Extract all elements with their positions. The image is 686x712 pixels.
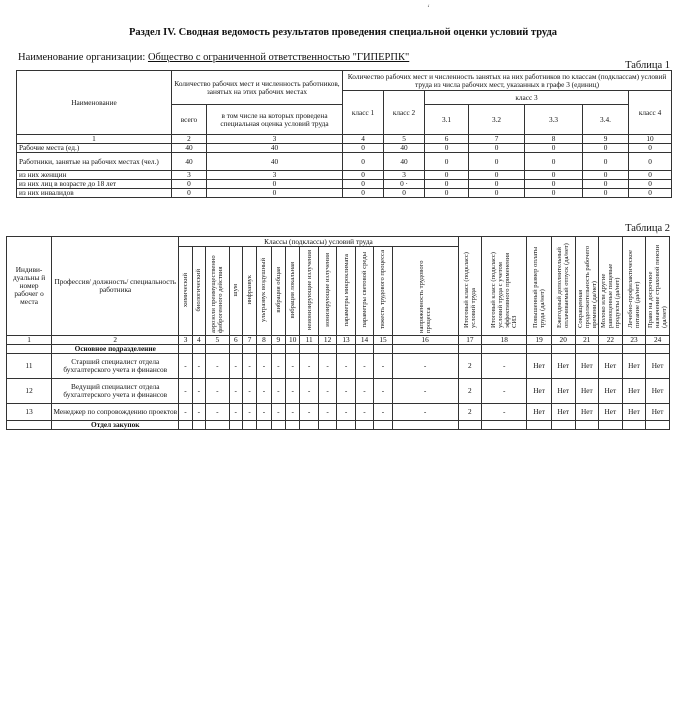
t2-header-factor — [206, 247, 230, 336]
cell-value: - — [206, 354, 230, 379]
section-empty — [599, 345, 623, 354]
t2-header-factor — [286, 247, 300, 336]
workplace-table — [6, 236, 670, 430]
cell-value: - — [192, 404, 205, 421]
t2-header-factor — [229, 247, 242, 336]
cell-value: 0 — [207, 189, 343, 198]
cell-value: - — [206, 404, 230, 421]
t2-header-factor — [192, 247, 205, 336]
cell-value: 40 — [172, 144, 207, 153]
section-empty — [300, 421, 318, 430]
cell-value: - — [271, 354, 285, 379]
cell-value: - — [206, 379, 230, 404]
section-empty — [318, 421, 336, 430]
section-empty — [527, 345, 552, 354]
section-empty — [242, 421, 256, 430]
t2-header-factor — [374, 247, 392, 336]
t1-header-total: всего — [172, 105, 207, 135]
t1-header-3-2: 3.2 — [469, 105, 525, 135]
t2-header-profession: Профессия/ должность/ специальность работника — [52, 237, 179, 336]
section-empty — [257, 345, 271, 354]
cell-value: - — [318, 379, 336, 404]
cell-value: 0 — [172, 189, 207, 198]
cell-value: - — [300, 404, 318, 421]
t1-num: 6 — [425, 135, 469, 144]
t1-header-3-3: 3.3 — [525, 105, 583, 135]
cell-value: Нет — [646, 354, 670, 379]
cell-value: - — [482, 404, 527, 421]
section-name: Основное подразделение — [52, 345, 179, 354]
cell-value: 0 — [425, 171, 469, 180]
cell-value: - — [286, 404, 300, 421]
t2-factor-label: биологический — [195, 268, 203, 312]
cell-value: 0 — [469, 189, 525, 198]
section-empty — [242, 345, 256, 354]
cell-value: - — [355, 404, 373, 421]
section-empty — [458, 421, 482, 430]
row-label: из них инвалидов — [17, 189, 172, 198]
t1-num: 8 — [525, 135, 583, 144]
cell-value: Нет — [551, 354, 575, 379]
cell-value: - — [482, 354, 527, 379]
section-empty — [179, 421, 192, 430]
section-empty — [599, 421, 623, 430]
cell-value: - — [257, 354, 271, 379]
cell-value: 0 — [629, 153, 672, 171]
section-empty — [575, 345, 599, 354]
t2-header-extra — [599, 237, 623, 336]
cell-value: - — [229, 354, 242, 379]
cell-value: - — [318, 354, 336, 379]
table-row — [17, 153, 672, 171]
cell-value: Нет — [551, 404, 575, 421]
cell-value: 0 — [525, 153, 583, 171]
cell-value: 0 · — [384, 180, 425, 189]
t2-num: 21 — [575, 336, 599, 345]
row-label: Работники, занятые на рабочих местах (чел.) — [17, 153, 172, 171]
section-row — [7, 421, 670, 430]
cell-value: - — [229, 404, 242, 421]
section-empty — [192, 421, 205, 430]
scan-mark: ʻ — [427, 3, 430, 13]
cell-value: - — [242, 404, 256, 421]
section-empty — [337, 421, 355, 430]
section-empty — [300, 345, 318, 354]
cell-value: Нет — [599, 404, 623, 421]
cell-value: - — [257, 379, 271, 404]
cell-value: - — [179, 379, 192, 404]
cell-value: 0 — [425, 144, 469, 153]
t1-header-class1: класс 1 — [343, 91, 384, 135]
t1-header-count: Количество рабочих мест и численность работников, занятых на этих рабочих местах — [172, 71, 343, 105]
cell-value: 3 — [207, 171, 343, 180]
cell-value: - — [257, 404, 271, 421]
section-row — [7, 345, 670, 354]
cell-value: Нет — [622, 354, 646, 379]
cell-value: 40 — [207, 153, 343, 171]
t2-header-extra — [551, 237, 575, 336]
cell-value: - — [300, 379, 318, 404]
cell-value: Нет — [646, 404, 670, 421]
section-empty — [355, 421, 373, 430]
t2-extra-label: Ежегодный дополнительный оплачиваемый отпуск (да/нет) — [556, 243, 571, 328]
cell-value: - — [374, 379, 392, 404]
t2-factor-label: ионизирующие излучения — [324, 253, 332, 327]
t2-header-extra — [482, 237, 527, 336]
cell-value: 0 — [425, 180, 469, 189]
cell-value: 3 — [172, 171, 207, 180]
t2-header-factor — [271, 247, 285, 336]
t1-num: 1 — [17, 135, 172, 144]
table-row — [7, 379, 670, 404]
cell-value: 40 — [172, 153, 207, 171]
cell-value: 0 — [525, 171, 583, 180]
cell-value: - — [337, 354, 355, 379]
t2-num: 10 — [286, 336, 300, 345]
workplace-id: 12 — [7, 379, 52, 404]
row-label: из них женщин — [17, 171, 172, 180]
table2-caption: Таблица 2 — [625, 223, 670, 234]
cell-value: Нет — [599, 354, 623, 379]
cell-value: - — [374, 404, 392, 421]
cell-value: - — [192, 379, 205, 404]
cell-value: 0 — [425, 153, 469, 171]
t2-num: 9 — [271, 336, 285, 345]
section-empty — [374, 345, 392, 354]
section-empty — [482, 421, 527, 430]
cell-value: 2 — [458, 404, 482, 421]
cell-value: - — [192, 354, 205, 379]
t2-header-factor — [392, 247, 458, 336]
t2-header-extra — [527, 237, 552, 336]
cell-value: - — [271, 404, 285, 421]
cell-value: 0 — [583, 180, 629, 189]
t2-factor-label: вибрация локальная — [289, 261, 297, 319]
t2-header-factor — [179, 247, 192, 336]
t2-factor-label: неионизирующие излучения — [305, 249, 313, 331]
t2-factor-label: аэрозоли преимущественно фиброгенного действия — [210, 255, 225, 333]
cell-value: 0 — [343, 153, 384, 171]
cell-value: Нет — [622, 379, 646, 404]
cell-value: 3 — [384, 171, 425, 180]
workplace-id: 11 — [7, 354, 52, 379]
cell-value: 0 — [469, 153, 525, 171]
cell-value: 0 — [629, 171, 672, 180]
t2-num: 2 — [52, 336, 179, 345]
table-row — [7, 354, 670, 379]
cell-value: - — [242, 354, 256, 379]
cell-value: - — [179, 354, 192, 379]
t2-factor-label: параметры световой среды — [361, 252, 369, 328]
t2-num: 8 — [257, 336, 271, 345]
t2-factor-label: химический — [182, 272, 190, 308]
cell-value: Нет — [575, 404, 599, 421]
t2-num: 13 — [337, 336, 355, 345]
t1-header-class4: класс 4 — [629, 91, 672, 135]
section-empty — [646, 421, 670, 430]
cell-value: - — [482, 379, 527, 404]
profession-name: Старший специалист отдела бухгалтерского учета и финансов — [52, 354, 179, 379]
t1-num: 9 — [583, 135, 629, 144]
t2-num: 14 — [355, 336, 373, 345]
section-empty — [206, 345, 230, 354]
cell-value: Нет — [575, 379, 599, 404]
t2-header-extra — [622, 237, 646, 336]
t2-factor-label: тяжесть трудового процесса — [379, 250, 387, 330]
t2-extra-label: Итоговый класс (подкласс) условий труда с учетом эффективного применения СИЗ — [490, 252, 519, 328]
cell-value: - — [286, 354, 300, 379]
t2-num: 22 — [599, 336, 623, 345]
section-empty — [458, 345, 482, 354]
cell-value: - — [229, 379, 242, 404]
cell-value: 40 — [207, 144, 343, 153]
cell-value: 0 — [425, 189, 469, 198]
t2-header-extra — [575, 237, 599, 336]
t1-header-name: Наименование — [17, 71, 172, 135]
t2-extra-label: Итоговый класс (подкласс) условий труда — [462, 252, 477, 328]
t2-factor-label: инфразвук — [246, 275, 254, 305]
cell-value: - — [355, 379, 373, 404]
cell-value: 0 — [629, 144, 672, 153]
cell-value: 0 — [207, 180, 343, 189]
cell-value: 0 — [172, 180, 207, 189]
cell-value: 0 — [343, 144, 384, 153]
cell-value: - — [271, 379, 285, 404]
section-empty — [286, 421, 300, 430]
section-empty — [392, 345, 458, 354]
t2-factor-label: параметры микроклимата — [342, 253, 350, 327]
cell-value: 40 — [384, 153, 425, 171]
t1-num: 10 — [629, 135, 672, 144]
cell-value: 0 — [469, 171, 525, 180]
cell-value: 0 — [525, 189, 583, 198]
t2-extra-label: Право на досрочное назначение страховой пенсии (да/нет) — [647, 244, 669, 328]
row-label: Рабочие места (ед.) — [17, 144, 172, 153]
cell-value: Нет — [527, 354, 552, 379]
section-empty — [646, 345, 670, 354]
t2-num: 1 — [7, 336, 52, 345]
t2-num: 19 — [527, 336, 552, 345]
cell-value: - — [337, 379, 355, 404]
cell-value: - — [374, 354, 392, 379]
profession-name: Менеджер по сопровождению проектов — [52, 404, 179, 421]
section-empty — [551, 421, 575, 430]
t2-header-extra — [458, 237, 482, 336]
t2-num: 5 — [206, 336, 230, 345]
cell-value: 0 — [343, 189, 384, 198]
cell-value: 0 — [384, 189, 425, 198]
cell-value: 0 — [343, 171, 384, 180]
cell-value: 0 — [469, 144, 525, 153]
t1-header-included: в том числе на которых проведена специальная оценка условий труда — [207, 105, 343, 135]
section-empty — [286, 345, 300, 354]
t2-header-factor — [355, 247, 373, 336]
cell-value: 40 — [384, 144, 425, 153]
t2-header-factor — [337, 247, 355, 336]
section-empty — [622, 421, 646, 430]
org-label: Наименование организации: — [18, 52, 146, 63]
t2-extra-label: Молоко или другие равноценные пищевые продукты (да/нет) — [600, 263, 622, 328]
t1-num: 2 — [172, 135, 207, 144]
workplace-id: 13 — [7, 404, 52, 421]
t1-header-class2: класс 2 — [384, 91, 425, 135]
cell-value: 0 — [343, 180, 384, 189]
cell-value: 0 — [469, 180, 525, 189]
section-empty — [229, 345, 242, 354]
cell-value: 0 — [525, 144, 583, 153]
table-row — [17, 144, 672, 153]
t2-num: 20 — [551, 336, 575, 345]
cell-value: - — [179, 404, 192, 421]
t2-header-factor — [318, 247, 336, 336]
cell-value: Нет — [551, 379, 575, 404]
cell-value: 0 — [583, 171, 629, 180]
t2-num: 17 — [458, 336, 482, 345]
cell-value: - — [392, 354, 458, 379]
t1-num: 7 — [469, 135, 525, 144]
cell-value: 0 — [583, 144, 629, 153]
section-empty — [271, 421, 285, 430]
row-label: из них лиц в возрасте до 18 лет — [17, 180, 172, 189]
t2-header-classes: Классы (подклассы) условий труда — [179, 237, 458, 247]
cell-value: 0 — [629, 180, 672, 189]
section-empty — [337, 345, 355, 354]
t2-extra-label: Сокращенная продолжительность рабочего времени (да/нет) — [576, 245, 598, 328]
t2-extra-label: Повышенный размер оплаты труда (да/нет) — [532, 246, 547, 328]
t2-num: 12 — [318, 336, 336, 345]
cell-value: 0 — [525, 180, 583, 189]
t1-num: 5 — [384, 135, 425, 144]
t1-header-3-4: 3.4. — [583, 105, 629, 135]
t2-num: 18 — [482, 336, 527, 345]
table-row — [17, 171, 672, 180]
section-name: Отдел закупок — [52, 421, 179, 430]
t2-num: 16 — [392, 336, 458, 345]
cell-value: Нет — [599, 379, 623, 404]
t2-num: 4 — [192, 336, 205, 345]
section-empty — [374, 421, 392, 430]
t2-header-factor — [300, 247, 318, 336]
t2-num: 3 — [179, 336, 192, 345]
org-name: Общество с ограниченной ответственностью "ГИПЕРПК" — [147, 52, 410, 63]
t1-number-row — [17, 135, 672, 144]
section-empty — [179, 345, 192, 354]
t2-factor-label: ультразвук воздушный — [260, 258, 268, 322]
t1-num: 4 — [343, 135, 384, 144]
profession-name: Ведущий специалист отдела бухгалтерского учета и финансов — [52, 379, 179, 404]
section-empty — [551, 345, 575, 354]
section-empty — [192, 345, 205, 354]
t2-header-factor — [242, 247, 256, 336]
cell-value: Нет — [622, 404, 646, 421]
cell-value: - — [300, 354, 318, 379]
cell-value: 0 — [583, 153, 629, 171]
section-empty — [482, 345, 527, 354]
section-spacer — [7, 345, 52, 354]
t2-header-factor — [257, 247, 271, 336]
section-empty — [527, 421, 552, 430]
section-spacer — [7, 421, 52, 430]
section-empty — [229, 421, 242, 430]
cell-value: Нет — [575, 354, 599, 379]
section-empty — [355, 345, 373, 354]
t2-factor-label: вибрация общая — [274, 267, 282, 313]
t2-extra-label: Лечебно-профилактическое питание (да/нет) — [626, 250, 641, 328]
t2-num: 24 — [646, 336, 670, 345]
t2-num: 7 — [242, 336, 256, 345]
summary-table — [16, 70, 672, 198]
t1-header-3-1: 3.1 — [425, 105, 469, 135]
cell-value: - — [286, 379, 300, 404]
section-empty — [575, 421, 599, 430]
t2-header-extra — [646, 237, 670, 336]
section-empty — [622, 345, 646, 354]
cell-value: 2 — [458, 354, 482, 379]
cell-value: - — [355, 354, 373, 379]
table-row — [7, 404, 670, 421]
t2-factor-label: шум — [232, 283, 240, 297]
t2-num: 23 — [622, 336, 646, 345]
cell-value: 0 — [583, 189, 629, 198]
section-empty — [271, 345, 285, 354]
t2-header-id: Индиви-дуальны й номер рабочег о места — [7, 237, 52, 336]
table-row — [17, 180, 672, 189]
cell-value: 2 — [458, 379, 482, 404]
t1-header-class3: класс 3 — [425, 91, 629, 105]
section-empty — [257, 421, 271, 430]
cell-value: 0 — [629, 189, 672, 198]
cell-value: Нет — [527, 379, 552, 404]
cell-value: Нет — [527, 404, 552, 421]
t1-header-classes: Количество рабочих мест и численность занятых на них работников по классам (подклассам) условий труда из числа рабочих мест, указанных в графе 3 (единиц) — [343, 71, 672, 91]
t2-number-row — [7, 336, 670, 345]
t2-num: 15 — [374, 336, 392, 345]
table-row — [17, 189, 672, 198]
cell-value: - — [392, 379, 458, 404]
organization-line — [18, 52, 409, 63]
cell-value: - — [337, 404, 355, 421]
cell-value: - — [318, 404, 336, 421]
cell-value: - — [392, 404, 458, 421]
table1-caption: Таблица 1 — [625, 60, 670, 71]
t2-factor-label: напряженность трудового процесса — [418, 260, 433, 333]
t2-num: 11 — [300, 336, 318, 345]
t1-num: 3 — [207, 135, 343, 144]
cell-value: - — [242, 379, 256, 404]
section-empty — [206, 421, 230, 430]
section-empty — [318, 345, 336, 354]
section-empty — [392, 421, 458, 430]
cell-value: Нет — [646, 379, 670, 404]
t2-num: 6 — [229, 336, 242, 345]
section-title: Раздел IV. Сводная ведомость результатов проведения специальной оценки условий труда — [128, 27, 558, 38]
